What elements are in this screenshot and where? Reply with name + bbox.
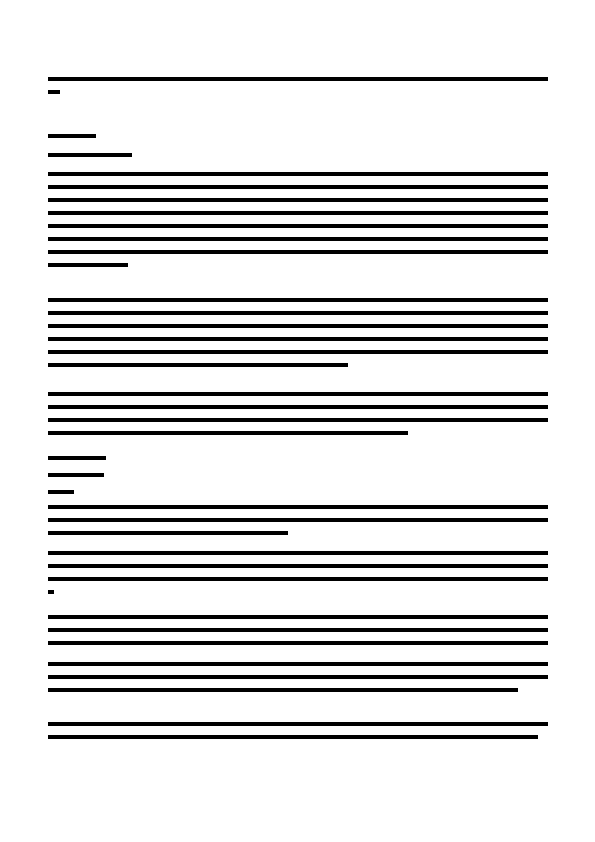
section-1-heading <box>48 134 548 138</box>
section-2-paragraph-4 <box>48 662 548 692</box>
section-2-heading <box>48 456 548 460</box>
document-title <box>48 77 548 94</box>
section-2-paragraph-5 <box>48 722 548 739</box>
section-1-subheading <box>48 153 548 157</box>
section-1-paragraph-1 <box>48 172 548 267</box>
section-2-paragraph-3 <box>48 615 548 645</box>
section-2-subheading <box>48 473 548 477</box>
section-1-paragraph-2 <box>48 298 548 367</box>
section-2-paragraph-2 <box>48 551 548 594</box>
section-2-paragraph-1 <box>48 505 548 535</box>
section-2-minor-heading <box>48 490 548 494</box>
section-1-paragraph-3 <box>48 392 548 435</box>
